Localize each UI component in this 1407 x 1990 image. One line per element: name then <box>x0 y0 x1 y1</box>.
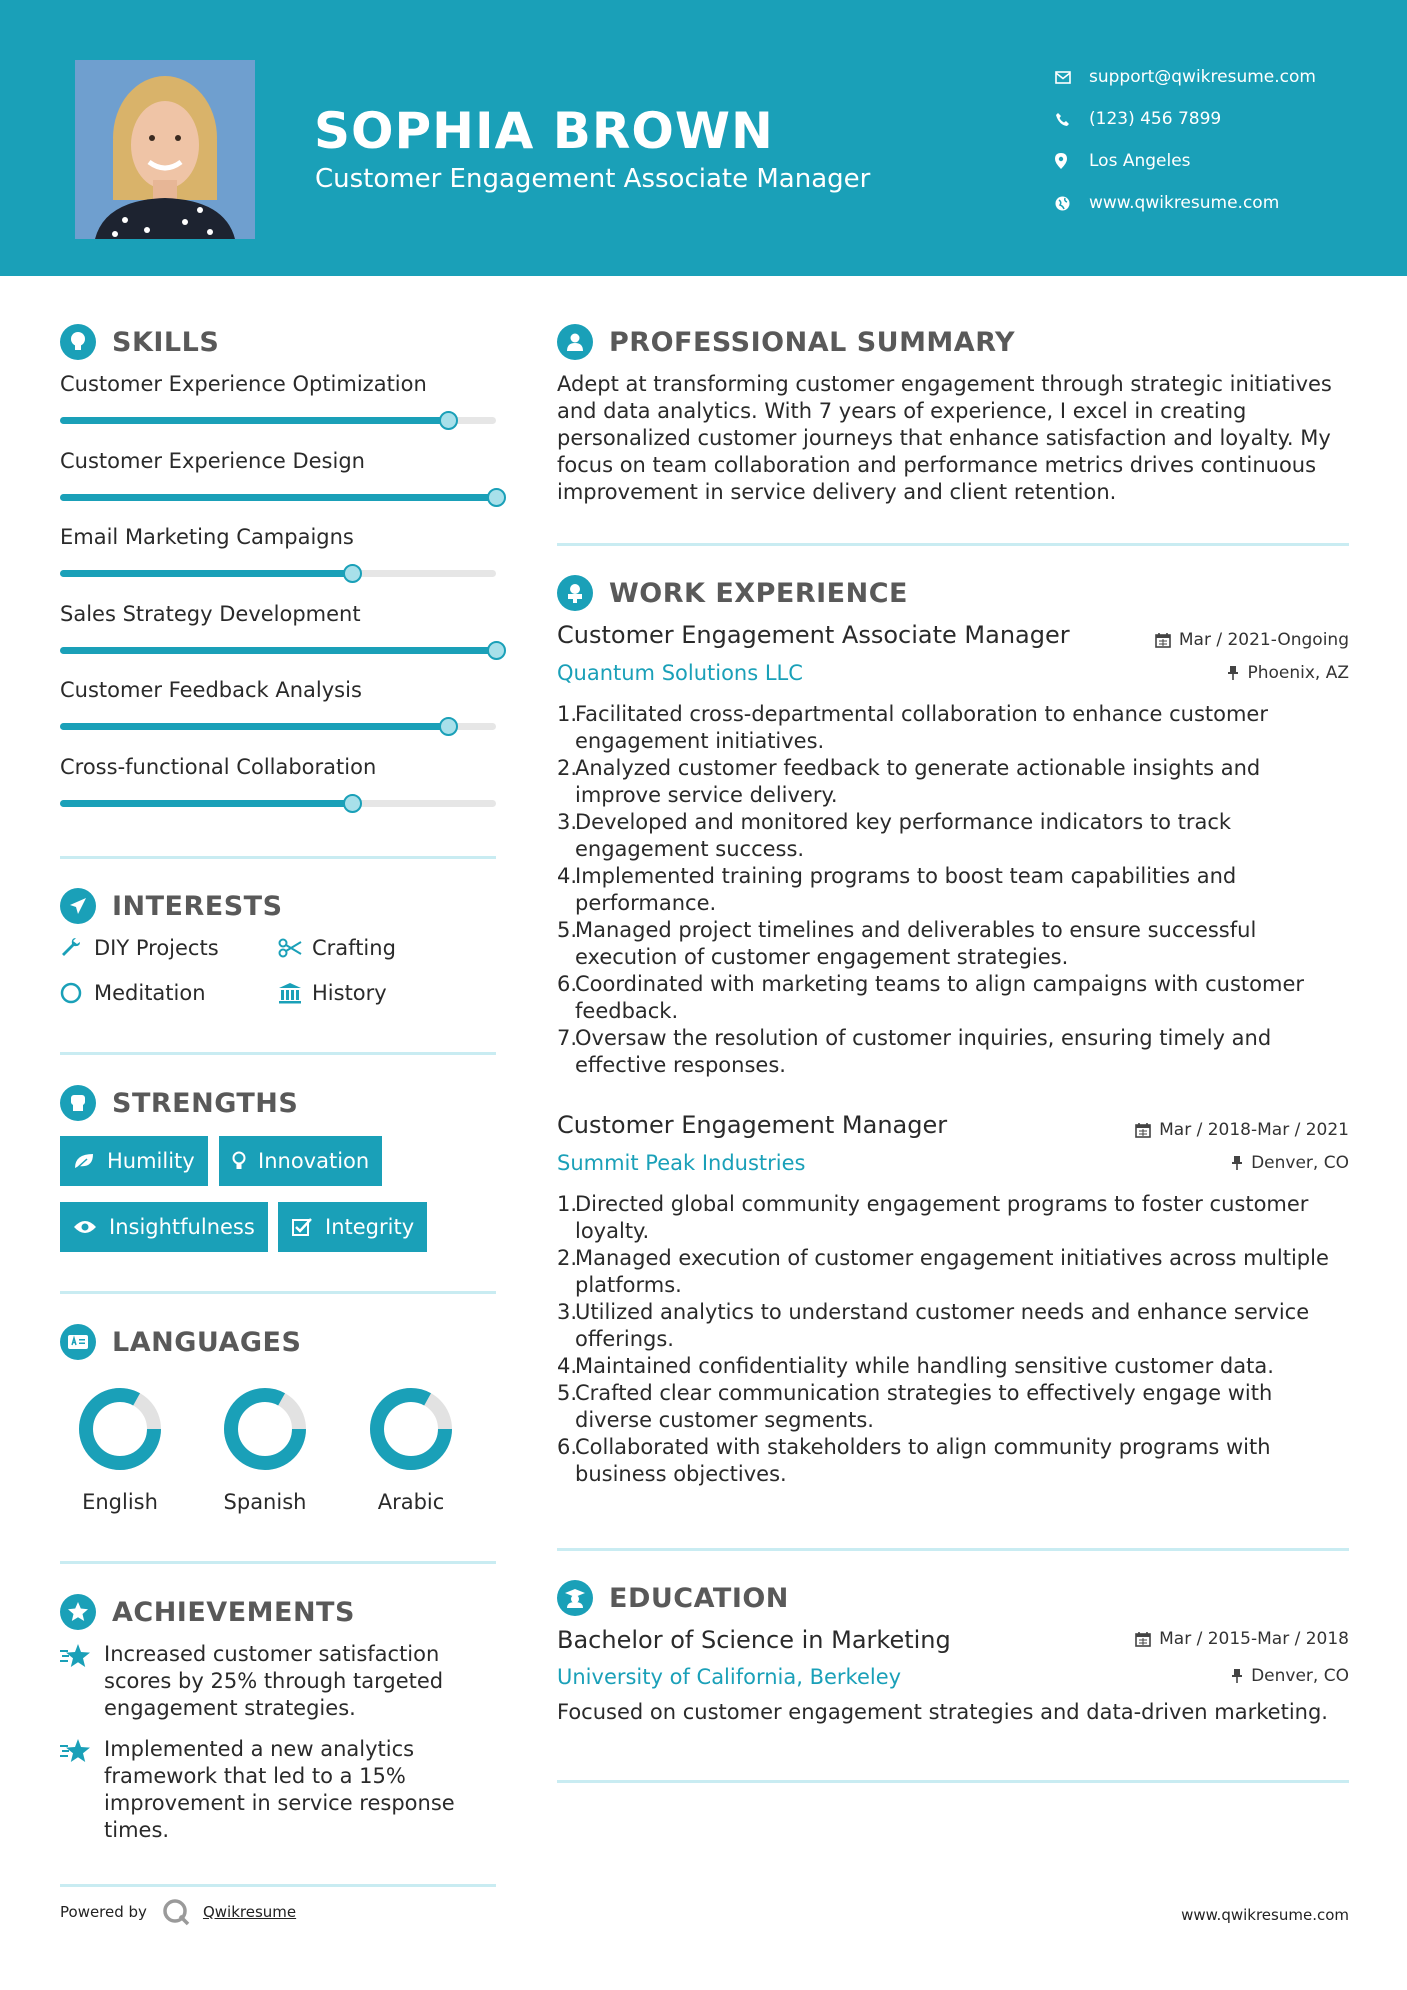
strength-label: Integrity <box>325 1215 415 1239</box>
divider <box>60 1052 496 1055</box>
skill-level-knob <box>439 411 458 430</box>
degree: Bachelor of Science in Marketing <box>557 1626 951 1654</box>
powered-by-text: Powered by <box>60 1903 147 1921</box>
job-company: Quantum Solutions LLC <box>557 661 803 685</box>
job-dates <box>1155 630 1349 650</box>
skill-bar-fill <box>60 647 496 654</box>
language-item <box>205 1386 325 1514</box>
divider <box>60 1884 496 1887</box>
interest-label: History <box>312 981 387 1005</box>
job-dates <box>1135 1120 1349 1140</box>
skill-bar-fill <box>60 570 352 577</box>
star-icon <box>60 1736 104 1844</box>
bullet-item: 6. Collaborated with stakeholders to align community programs with business objectives. <box>557 1435 1271 1486</box>
job-bullets <box>557 1191 1347 1488</box>
skill-bar <box>60 494 496 501</box>
briefcase-icon <box>557 575 593 611</box>
education-dates-text: Mar / 2015-Mar / 2018 <box>1159 1629 1349 1649</box>
strength-label: Insightfulness <box>109 1215 255 1239</box>
skill-bar <box>60 723 496 730</box>
phone-icon <box>1055 112 1089 127</box>
skill-bar <box>60 570 496 577</box>
bullet-item: 6. Coordinated with marketing teams to align campaigns with customer feedback. <box>557 972 1305 1023</box>
strength-chip <box>278 1202 427 1252</box>
strength-chip <box>219 1136 382 1186</box>
summary-title: PROFESSIONAL SUMMARY <box>609 326 1016 358</box>
achievement-text: Increased customer satisfaction scores by 25% through targeted engagement strategies. <box>104 1642 444 1720</box>
interest-item <box>60 936 219 960</box>
interest-item <box>278 936 396 960</box>
job-bullets <box>557 701 1347 1079</box>
contact-location <box>1055 140 1316 182</box>
lightbulb-icon <box>232 1151 246 1171</box>
bullet-item: 4. Implemented training programs to boost team capabilities and performance. <box>557 864 1237 915</box>
bullet-item: 5. Managed project timelines and deliverables to ensure successful execution of customer engagement strategies. <box>557 918 1257 969</box>
education-dates <box>1135 1629 1349 1649</box>
bank-icon <box>278 982 312 1004</box>
envelope-icon <box>1055 71 1089 84</box>
strength-label: Innovation <box>258 1149 370 1173</box>
contact-website-text: www.qwikresume.com <box>1089 193 1280 213</box>
job-dates-text: Mar / 2021-Ongoing <box>1178 630 1349 650</box>
languages-heading <box>60 1324 301 1360</box>
experience-heading <box>557 575 908 611</box>
skill-level-knob <box>487 488 506 507</box>
divider <box>557 1548 1349 1551</box>
divider <box>557 543 1349 546</box>
pushpin-icon <box>1231 1668 1243 1684</box>
experience-title: WORK EXPERIENCE <box>609 577 908 609</box>
candidate-name: SOPHIA BROWN <box>314 102 774 160</box>
map-pin-icon <box>1055 153 1089 169</box>
skill-level-knob <box>343 564 362 583</box>
interests-heading <box>60 888 283 924</box>
contact-phone-text: (123) 456 7899 <box>1089 109 1222 129</box>
skill-label: Customer Experience Optimization <box>60 372 427 396</box>
paper-plane-icon <box>60 888 96 924</box>
job-location <box>1231 1153 1349 1173</box>
interests-title: INTERESTS <box>112 890 283 922</box>
lightbulb-icon <box>60 324 96 360</box>
achievement-item <box>60 1641 504 1722</box>
candidate-title: Customer Engagement Associate Manager <box>315 164 871 194</box>
language-item <box>351 1386 471 1514</box>
contact-list <box>1055 56 1316 224</box>
education-location-text: Denver, CO <box>1251 1666 1349 1686</box>
graduate-icon <box>557 1580 593 1616</box>
strengths-heading <box>60 1085 298 1121</box>
star-icon <box>60 1641 104 1722</box>
skills-title: SKILLS <box>112 326 220 358</box>
language-item <box>60 1386 180 1514</box>
language-icon <box>60 1324 96 1360</box>
language-label: Spanish <box>223 1490 307 1514</box>
achievement-text: Implemented a new analytics framework that led to a 15% improvement in service response times. <box>104 1737 455 1842</box>
skill-label: Customer Experience Design <box>60 448 365 473</box>
skill-level-knob <box>487 641 506 660</box>
job-location <box>1227 663 1349 683</box>
checkbox-icon <box>291 1217 313 1237</box>
summary-heading <box>557 324 1015 360</box>
contact-email[interactable] <box>1055 56 1316 98</box>
skill-bar-fill <box>60 494 496 501</box>
qwikresume-logo-icon <box>161 1897 191 1927</box>
interest-label: Crafting <box>312 936 396 960</box>
calendar-icon <box>1155 632 1171 648</box>
pushpin-icon <box>1231 1155 1243 1171</box>
job-location-text: Denver, CO <box>1251 1153 1349 1173</box>
fist-icon <box>60 1085 96 1121</box>
divider <box>60 856 496 859</box>
strength-chip <box>60 1202 268 1252</box>
achievement-item <box>60 1736 504 1844</box>
circle-icon <box>60 982 94 1004</box>
interest-item <box>60 981 206 1005</box>
skill-level-knob <box>343 794 362 813</box>
contact-website[interactable] <box>1055 182 1316 224</box>
job-role: Customer Engagement Associate Manager <box>557 621 1070 649</box>
education-description: Focused on customer engagement strategies and data-driven marketing. <box>557 1700 1328 1724</box>
interest-item <box>278 981 387 1005</box>
eye-icon <box>73 1219 97 1235</box>
skill-label: Sales Strategy Development <box>60 601 361 626</box>
calendar-icon <box>1135 1631 1151 1647</box>
job-company: Summit Peak Industries <box>557 1151 806 1175</box>
job-role: Customer Engagement Manager <box>557 1111 948 1139</box>
footer-powered-by <box>60 1897 296 1927</box>
job-dates-text: Mar / 2018-Mar / 2021 <box>1159 1120 1349 1140</box>
user-icon <box>557 324 593 360</box>
divider <box>60 1291 496 1294</box>
strength-label: Humility <box>107 1149 195 1173</box>
interest-label: Meditation <box>94 981 206 1005</box>
skill-bar-fill <box>60 800 352 807</box>
education-location <box>1231 1666 1349 1686</box>
resume-header <box>0 0 1407 276</box>
contact-email-text: support@qwikresume.com <box>1089 67 1316 87</box>
bullet-item: 2. Managed execution of customer engagement initiatives across multiple platforms. <box>557 1246 1329 1297</box>
bullet-item: 3. Developed and monitored key performance indicators to track engagement success. <box>557 810 1232 861</box>
skill-bar <box>60 647 496 654</box>
footer-website[interactable]: www.qwikresume.com <box>1181 1906 1349 1924</box>
summary-text: Adept at transforming customer engagement through strategic initiatives and data analytics. With 7 years of experience, I excel in creating personalized customer journeys that enhance satisfaction and loyalty. My focus on team collaboration and performance metrics drives continuous improvement in service delivery and client retention. <box>557 372 1332 504</box>
bullet-item: 5. Crafted clear communication strategies to effectively engage with diverse customer segments. <box>557 1381 1273 1432</box>
bullet-item: 3. Utilized analytics to understand customer needs and enhance service offerings. <box>557 1300 1310 1351</box>
bullet-item: 2. Analyzed customer feedback to generate actionable insights and improve service delivery. <box>557 756 1261 807</box>
qwikresume-link[interactable]: Qwikresume <box>202 1903 297 1921</box>
pushpin-icon <box>1227 665 1239 681</box>
language-donut <box>222 1386 308 1472</box>
skill-label: Email Marketing Campaigns <box>60 525 354 549</box>
education-heading <box>557 1580 789 1616</box>
education-title: EDUCATION <box>609 1582 789 1614</box>
skill-bar <box>60 417 496 424</box>
divider <box>60 1561 496 1564</box>
languages-title: LANGUAGES <box>112 1326 302 1358</box>
profile-photo <box>75 60 255 239</box>
strengths-title: STRENGTHS <box>112 1087 299 1119</box>
interest-label: DIY Projects <box>94 936 219 960</box>
bullet-item: 1. Directed global community engagement programs to foster customer loyalty. <box>557 1192 1309 1243</box>
achievements-heading <box>60 1594 355 1630</box>
bullet-item: 7. Oversaw the resolution of customer inquiries, ensuring timely and effective responses. <box>557 1026 1272 1077</box>
bullet-item: 1. Facilitated cross-departmental collaboration to enhance customer engagement initiatives. <box>557 702 1268 753</box>
contact-location-text: Los Angeles <box>1089 151 1191 171</box>
school: University of California, Berkeley <box>557 1665 902 1689</box>
strength-chip <box>60 1136 208 1186</box>
scissors-icon <box>278 938 312 958</box>
star-badge-icon <box>60 1594 96 1630</box>
achievements-title: ACHIEVEMENTS <box>112 1596 355 1628</box>
language-donut <box>77 1386 163 1472</box>
skill-bar-fill <box>60 723 448 730</box>
skill-label: Customer Feedback Analysis <box>60 678 362 702</box>
language-donut <box>368 1386 454 1472</box>
skill-bar-fill <box>60 417 448 424</box>
skill-label: Cross-functional Collaboration <box>60 754 377 779</box>
skill-bar <box>60 800 496 807</box>
skill-level-knob <box>439 717 458 736</box>
language-label: Arabic <box>377 1490 445 1514</box>
job-location-text: Phoenix, AZ <box>1247 663 1349 683</box>
calendar-icon <box>1135 1122 1151 1138</box>
bullet-item: 4. Maintained confidentiality while handling sensitive customer data. <box>557 1354 1274 1378</box>
globe-icon <box>1055 196 1089 211</box>
contact-phone[interactable] <box>1055 98 1316 140</box>
wrench-icon <box>60 937 94 959</box>
divider <box>557 1780 1349 1783</box>
language-label: English <box>82 1490 158 1514</box>
leaf-icon <box>73 1152 95 1170</box>
skills-heading <box>60 324 219 360</box>
